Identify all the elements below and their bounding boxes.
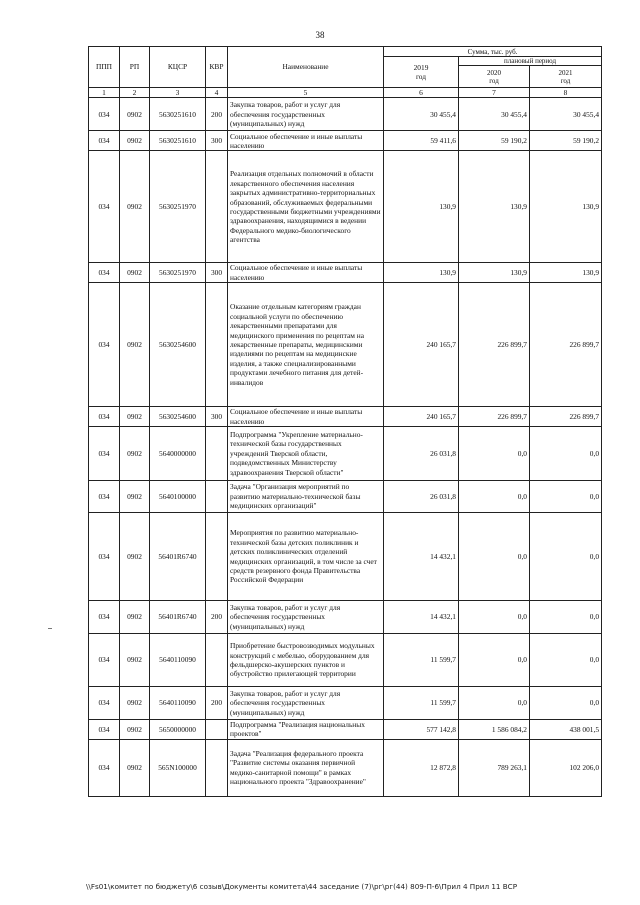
cell-amount-2021: 130,9 [530, 263, 602, 283]
cell-amount-2021: 0,0 [530, 634, 602, 687]
cell-kcsr: 5640110090 [150, 634, 206, 687]
cell-amount-2020: 130,9 [459, 151, 530, 263]
cell-kcsr: 5630254600 [150, 407, 206, 427]
header-year-2021 [530, 66, 602, 88]
table-row [89, 131, 602, 151]
cell-rp: 0902 [120, 513, 150, 601]
cell-amount-2019: 26 031,8 [384, 427, 459, 481]
cell-amount-2020: 789 263,1 [459, 739, 530, 796]
cell-amount-2019: 130,9 [384, 151, 459, 263]
header-planned-period: плановый период [459, 57, 602, 66]
page-number: 38 [315, 30, 325, 40]
table-row [89, 427, 602, 481]
cell-kvr [206, 283, 228, 407]
cell-amount-2021: 0,0 [530, 427, 602, 481]
cell-amount-2021: 102 206,0 [530, 739, 602, 796]
cell-kcsr: 56401R6740 [150, 601, 206, 634]
table-row [89, 687, 602, 720]
cell-ppp: 034 [89, 151, 120, 263]
cell-ppp: 034 [89, 720, 120, 740]
header-kvr: КВР [206, 47, 228, 88]
cell-ppp: 034 [89, 634, 120, 687]
cell-kvr: 300 [206, 263, 228, 283]
column-number: 4 [206, 88, 228, 98]
cell-ppp: 034 [89, 283, 120, 407]
cell-kvr: 300 [206, 131, 228, 151]
cell-ppp: 034 [89, 263, 120, 283]
cell-name: Задача "Реализация федерального проекта "Развитие системы оказания первичной медико-санитарной помощи" в рамках национального проекта "Здравоохранение" [228, 739, 384, 796]
cell-amount-2020: 0,0 [459, 634, 530, 687]
table-row [89, 720, 602, 740]
cell-name: Задача "Организация мероприятий по развитию материально-технической базы медицинских организаций" [228, 481, 384, 513]
cell-name: Оказание отдельным категориям граждан социальной услуги по обеспечению лекарственными препаратами для медицинского применения по рецептам на лекарственные препараты, медицинскими изделиями по рецептам на медицинские изделия, а также специализированными продуктами лечебного питания для детей-инвалидов [228, 283, 384, 407]
file-path-footer: \\Fs01\комитет по бюджету\6 созыв\Документы комитета\44 заседание (7)\рг\рг(44) 809-П-6\Прил 4 Прил 11 ВСР [86, 882, 518, 891]
cell-rp: 0902 [120, 151, 150, 263]
table-row [89, 283, 602, 407]
cell-amount-2020: 30 455,4 [459, 98, 530, 131]
cell-ppp: 034 [89, 98, 120, 131]
year-2021-suffix: год [560, 76, 571, 85]
cell-amount-2019: 11 599,7 [384, 634, 459, 687]
column-number: 1 [89, 88, 120, 98]
cell-name: Подпрограмма "Укрепление материально-технической базы государственных учреждений Тверской области, подведомственных Министерству здравоохранения Тверской области" [228, 427, 384, 481]
cell-kvr [206, 720, 228, 740]
cell-amount-2020: 1 586 084,2 [459, 720, 530, 740]
year-2019-suffix: год [415, 72, 427, 81]
header-year-2019 [384, 57, 459, 88]
cell-name: Приобретение быстровозводимых модульных конструкций с мебелью, оборудованием для фельдшерско-акушерских пунктов и обустройство прилегающей территории [228, 634, 384, 687]
cell-name: Подпрограмма "Реализация национальных проектов" [228, 720, 384, 740]
cell-amount-2020: 226 899,7 [459, 407, 530, 427]
cell-amount-2020: 0,0 [459, 513, 530, 601]
cell-amount-2019: 11 599,7 [384, 687, 459, 720]
table-row [89, 98, 602, 131]
column-number: 7 [459, 88, 530, 98]
margin-mark [48, 628, 52, 629]
cell-amount-2019: 240 165,7 [384, 407, 459, 427]
cell-kcsr: 5630251970 [150, 151, 206, 263]
cell-amount-2019: 59 411,6 [384, 131, 459, 151]
header-year-2020 [459, 66, 530, 88]
cell-amount-2021: 0,0 [530, 601, 602, 634]
cell-amount-2021: 438 001,5 [530, 720, 602, 740]
cell-ppp: 034 [89, 739, 120, 796]
cell-kvr: 200 [206, 687, 228, 720]
column-number: 5 [228, 88, 384, 98]
table-row [89, 601, 602, 634]
cell-ppp: 034 [89, 481, 120, 513]
cell-amount-2020: 0,0 [459, 601, 530, 634]
column-number: 6 [384, 88, 459, 98]
cell-name: Мероприятия по развитию материально-технической базы детских поликлиник и детских поликлинических отделений медицинских организаций, в том числе за счет средств резервного фонда Правительства Российской Федерации [228, 513, 384, 601]
cell-kvr [206, 739, 228, 796]
cell-name: Социальное обеспечение и иные выплаты населению [228, 407, 384, 427]
table-row [89, 739, 602, 796]
column-number: 8 [530, 88, 602, 98]
cell-amount-2020: 0,0 [459, 481, 530, 513]
cell-kvr [206, 634, 228, 687]
table-row [89, 513, 602, 601]
cell-amount-2021: 59 190,2 [530, 131, 602, 151]
header-kcsr: КЦСР [150, 47, 206, 88]
cell-amount-2021: 226 899,7 [530, 407, 602, 427]
cell-kvr [206, 427, 228, 481]
cell-kvr: 300 [206, 407, 228, 427]
cell-rp: 0902 [120, 634, 150, 687]
cell-ppp: 034 [89, 601, 120, 634]
cell-rp: 0902 [120, 481, 150, 513]
cell-amount-2019: 577 142,8 [384, 720, 459, 740]
cell-amount-2020: 226 899,7 [459, 283, 530, 407]
cell-kvr [206, 151, 228, 263]
column-number-row [89, 88, 602, 98]
cell-amount-2020: 59 190,2 [459, 131, 530, 151]
cell-amount-2019: 26 031,8 [384, 481, 459, 513]
cell-rp: 0902 [120, 131, 150, 151]
cell-rp: 0902 [120, 739, 150, 796]
column-number: 2 [120, 88, 150, 98]
cell-ppp: 034 [89, 427, 120, 481]
cell-kcsr: 5640100000 [150, 481, 206, 513]
cell-amount-2019: 12 872,8 [384, 739, 459, 796]
cell-amount-2019: 14 432,1 [384, 513, 459, 601]
cell-name: Реализация отдельных полномочий в области лекарственного обеспечения населения закрытых административно-территориальных образований, обслуживаемых федеральными государственными бюджетными учреждениями здравоохранения, находящимися в ведении Федерального медико-биологического агентства [228, 151, 384, 263]
cell-name: Закупка товаров, работ и услуг для обеспечения государственных (муниципальных) нужд [228, 98, 384, 131]
cell-ppp: 034 [89, 687, 120, 720]
header-rp: РП [120, 47, 150, 88]
table-row [89, 151, 602, 263]
cell-kvr: 200 [206, 601, 228, 634]
table-row [89, 263, 602, 283]
cell-kcsr: 565N100000 [150, 739, 206, 796]
header-sum-caption: Сумма, тыс. руб. [384, 47, 602, 57]
budget-table [88, 46, 602, 797]
cell-name: Закупка товаров, работ и услуг для обеспечения государственных (муниципальных) нужд [228, 687, 384, 720]
cell-name: Социальное обеспечение и иные выплаты населению [228, 263, 384, 283]
cell-kvr [206, 513, 228, 601]
cell-amount-2019: 14 432,1 [384, 601, 459, 634]
cell-rp: 0902 [120, 720, 150, 740]
cell-kcsr: 5640000000 [150, 427, 206, 481]
cell-ppp: 034 [89, 407, 120, 427]
cell-kcsr: 5630251610 [150, 98, 206, 131]
cell-amount-2019: 240 165,7 [384, 283, 459, 407]
cell-rp: 0902 [120, 98, 150, 131]
year-2020-suffix: год [489, 76, 499, 85]
cell-rp: 0902 [120, 427, 150, 481]
cell-kcsr: 5630254600 [150, 283, 206, 407]
cell-amount-2021: 130,9 [530, 151, 602, 263]
cell-kcsr: 5630251970 [150, 263, 206, 283]
cell-name: Закупка товаров, работ и услуг для обеспечения государственных (муниципальных) нужд [228, 601, 384, 634]
cell-rp: 0902 [120, 601, 150, 634]
cell-amount-2021: 0,0 [530, 687, 602, 720]
year-2019-label: 2019 [413, 62, 429, 72]
header-name: Наименование [228, 47, 384, 88]
cell-rp: 0902 [120, 263, 150, 283]
cell-amount-2021: 226 899,7 [530, 283, 602, 407]
cell-kvr [206, 481, 228, 513]
header-ppp: ППП [89, 47, 120, 88]
table-row [89, 407, 602, 427]
cell-ppp: 034 [89, 513, 120, 601]
cell-amount-2019: 30 455,4 [384, 98, 459, 131]
cell-amount-2019: 130,9 [384, 263, 459, 283]
cell-kcsr: 56401R6740 [150, 513, 206, 601]
year-2021-label: 2021 [558, 68, 573, 77]
cell-amount-2020: 0,0 [459, 687, 530, 720]
cell-amount-2020: 130,9 [459, 263, 530, 283]
cell-rp: 0902 [120, 407, 150, 427]
table-row [89, 481, 602, 513]
column-number: 3 [150, 88, 206, 98]
cell-ppp: 034 [89, 131, 120, 151]
cell-kvr: 200 [206, 98, 228, 131]
table-row [89, 634, 602, 687]
cell-rp: 0902 [120, 687, 150, 720]
cell-amount-2021: 30 455,4 [530, 98, 602, 131]
cell-kcsr: 5630251610 [150, 131, 206, 151]
cell-kcsr: 5650000000 [150, 720, 206, 740]
cell-name: Социальное обеспечение и иные выплаты населению [228, 131, 384, 151]
cell-amount-2021: 0,0 [530, 481, 602, 513]
cell-kcsr: 5640110090 [150, 687, 206, 720]
year-2020-label: 2020 [487, 68, 501, 77]
cell-rp: 0902 [120, 283, 150, 407]
cell-amount-2020: 0,0 [459, 427, 530, 481]
cell-amount-2021: 0,0 [530, 513, 602, 601]
